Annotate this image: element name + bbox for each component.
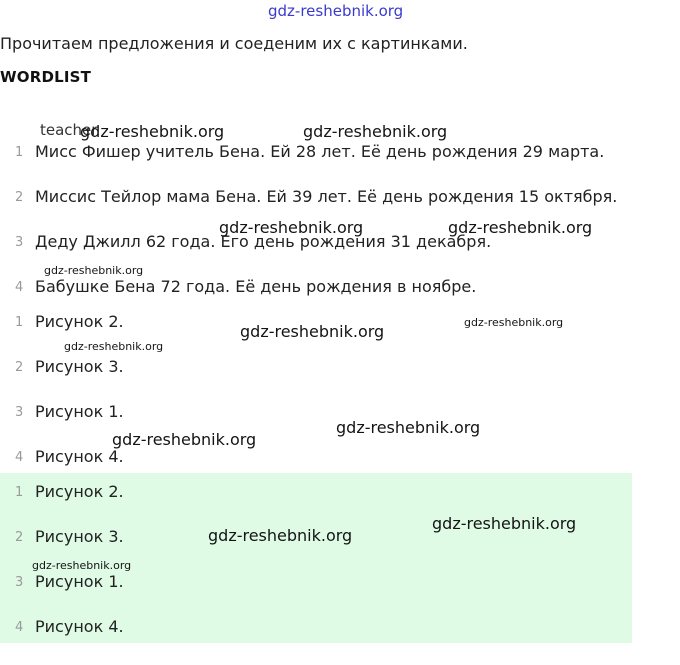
item-number: 3 (15, 235, 24, 250)
watermark: gdz-reshebnik.org (303, 122, 448, 141)
item-text: Рисунок 3. (35, 527, 124, 546)
item-number: 4 (15, 450, 24, 465)
item-text: Рисунок 1. (35, 572, 124, 591)
answer-item (0, 482, 680, 530)
wordlist-heading: WORDLIST (0, 68, 92, 86)
watermark: gdz-reshebnik.org (80, 122, 225, 141)
item-number: 2 (15, 190, 24, 205)
answer-item (0, 572, 680, 620)
watermark: gdz-reshebnik.org (44, 264, 144, 277)
item-text: Рисунок 4. (35, 617, 124, 636)
watermark: gdz-reshebnik.org (432, 514, 577, 533)
item-text: Мисс Фишер учитель Бена. Ей 28 лет. Её день рождения 29 марта. (35, 142, 605, 161)
task-instruction: Прочитаем предложения и соеденим их с картинками. (0, 34, 468, 53)
watermark: gdz-reshebnik.org (336, 418, 481, 437)
item-text: Рисунок 4. (35, 447, 124, 466)
item-number: 4 (15, 280, 24, 295)
watermark: gdz-reshebnik.org (219, 218, 364, 237)
item-number: 4 (15, 620, 24, 635)
item-number: 1 (15, 485, 24, 500)
list-item (0, 142, 680, 190)
item-number: 3 (15, 575, 24, 590)
item-text: Рисунок 1. (35, 402, 124, 421)
watermark: gdz-reshebnik.org (208, 526, 353, 545)
item-number: 3 (15, 405, 24, 420)
watermark: gdz-reshebnik.org (112, 430, 257, 449)
watermark: gdz-reshebnik.org (32, 559, 132, 572)
item-number: 2 (15, 530, 24, 545)
partial-word: teacher (40, 121, 98, 139)
item-text: Деду Джилл 62 года. Его день рождения 31 декабря. (35, 232, 492, 251)
list-item (0, 357, 680, 405)
watermark: gdz-reshebnik.org (448, 218, 593, 237)
site-link[interactable]: gdz-reshebnik.org (268, 2, 404, 20)
item-number: 1 (15, 315, 24, 330)
item-text: Рисунок 3. (35, 357, 124, 376)
item-number: 1 (15, 145, 24, 160)
item-number: 2 (15, 360, 24, 375)
item-text: Бабушке Бена 72 года. Её день рождения в ноябре. (35, 277, 477, 296)
watermark: gdz-reshebnik.org (464, 316, 564, 329)
item-text: Миссис Тейлор мама Бена. Ей 39 лет. Её день рождения 15 октября. (35, 187, 618, 206)
item-text: Рисунок 2. (35, 312, 124, 331)
watermark: gdz-reshebnik.org (64, 340, 164, 353)
item-text: Рисунок 2. (35, 482, 124, 501)
watermark: gdz-reshebnik.org (240, 322, 385, 341)
